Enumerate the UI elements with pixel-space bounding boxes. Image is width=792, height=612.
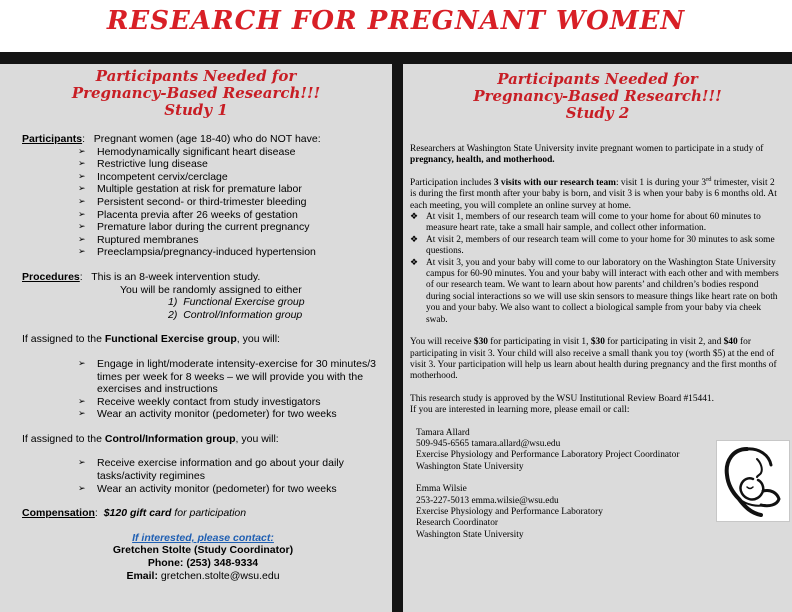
contact-tamara: Tamara Allard 509-945-6565 tamara.allard@wsu.edu Exercise Physiology and Performance Laboratory Project Coordinator Washington State University	[416, 427, 680, 472]
list-item: ➢ Wear an activity monitor (pedometer) for two weeks	[78, 408, 384, 421]
study2-title: Participants Needed for Pregnancy-Based Research!!! Study 2	[473, 70, 722, 122]
contact-phone: Phone: (253) 348-9334	[147, 557, 259, 570]
list-item: ➢ Wear an activity monitor (pedometer) for two weeks	[78, 483, 384, 496]
functional-list	[22, 358, 384, 421]
list-item: ➢ Placenta previa after 26 weeks of gestation	[78, 209, 384, 222]
contact-emma: Emma Wilsie 253-227-5013 emma.wilsie@wsu.edu Exercise Physiology and Performance Laboratory Research Coordinator Washington State University	[416, 484, 603, 540]
contact-email: Email: gretchen.stolte@wsu.edu	[126, 569, 280, 582]
compensation-line: Compensation: $120 gift card for participation	[22, 507, 247, 520]
list-item: ➢ Hemodynamically significant heart disease	[78, 146, 384, 159]
participants-line: Participants: Pregnant women (age 18-40) who do NOT have:	[22, 133, 321, 145]
study1-content	[22, 133, 384, 582]
list-item: ➢ Ruptured membranes	[78, 234, 384, 247]
group-option-1: 1) Functional Exercise group	[168, 296, 305, 309]
contact-link[interactable]: If interested, please contact:	[132, 531, 274, 544]
study1-title: Participants Needed for Pregnancy-Based Research!!! Study 1	[71, 67, 321, 119]
list-item: ➢ Premature labor during the current pregnancy	[78, 221, 384, 234]
procedures-line: Procedures: This is an 8-week intervention study.	[22, 270, 261, 283]
study2-irb: This research study is approved by the WSU Institutional Review Board #15441.	[410, 393, 714, 404]
panel-divider	[392, 64, 403, 612]
procedures-assignment: You will be randomly assigned to either	[120, 283, 302, 296]
list-item: ➢ Persistent second- or third-trimester bleeding	[78, 196, 384, 209]
page-title: RESEARCH FOR PREGNANT WOMEN	[106, 6, 686, 36]
functional-heading: If assigned to the Functional Exercise group, you will:	[22, 333, 280, 346]
list-item: ➢ Restrictive lung disease	[78, 158, 384, 171]
list-item: ❖ At visit 2, members of our research team will come to your home for 30 minutes to ask some questions.	[410, 235, 782, 258]
list-item: ❖ At visit 1, members of our research team will come to your home for about 60 minutes to measure heart rate, take a small hair sample, and collect other information.	[410, 212, 782, 235]
study2-contact-intro: If you are interested in learning more, please email or call:	[410, 405, 630, 416]
list-item: ➢ Preeclampsia/pregnancy-induced hypertension	[78, 246, 384, 259]
study2-visits: Participation includes 3 visits with our research team: visit 1 is during your 3rd trimester, visit 2 is during the first month after your baby is born, and visit 3 is when your baby is 6 months old. At each meeting, you will complete an online survey at home.	[410, 175, 777, 211]
list-item: ➢ Engage in light/moderate intensity-exercise for 30 minutes/3 times per week for 8 weeks – we will provide you with the exercises and instructions	[78, 358, 384, 396]
top-bar	[0, 52, 792, 64]
list-item: ➢ Multiple gestation at risk for premature labor	[78, 183, 384, 196]
control-heading: If assigned to the Control/Information group, you will:	[22, 432, 279, 445]
control-list	[22, 457, 384, 495]
list-item: ➢ Receive exercise information and go about your daily tasks/activity regimines	[78, 457, 384, 482]
study2-intro: Researchers at Washington State University invite pregnant women to participate in a study of pregnancy, health, and motherhood.	[410, 144, 764, 166]
group-option-2: 2) Control/Information group	[168, 308, 303, 321]
contact-name: Gretchen Stolte (Study Coordinator)	[112, 544, 294, 557]
exclusions-list	[22, 146, 384, 259]
list-item: ➢ Incompetent cervix/cerclage	[78, 171, 384, 184]
study2-payment: You will receive $30 for participating in visit 1, $30 for participating in visit 2, and $40 for participating in visit 3. Your child will also receive a small thank you toy (worth $5) at the end of visit 3. Your participation will help us learn about health during pregnancy and the first months of motherhood.	[410, 337, 777, 382]
list-item: ❖ At visit 3, you and your baby will come to our laboratory on the Washington State University campus for 60-90 minutes. You and your baby will interact with each other and with members of our research team. We want to learn about how parents’ and children’s bodies respond during social interactions so we will use skin sensors to measure things like heart rate on both you and your baby. We also want to collect a biological sample from your baby via cheek swab.	[410, 258, 782, 326]
visits-list	[410, 212, 782, 326]
list-item: ➢ Receive weekly contact from study investigators	[78, 396, 384, 409]
mother-child-icon	[716, 440, 790, 522]
